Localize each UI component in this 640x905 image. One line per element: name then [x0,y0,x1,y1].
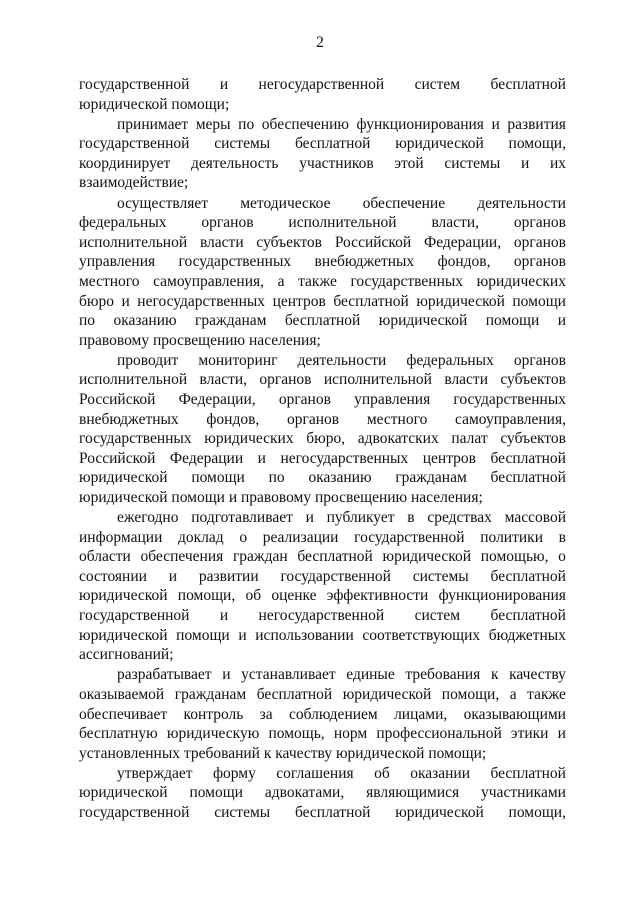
paragraph [79,75,566,114]
text-line: юридической помощи и использовании соответствующих бюджетных [79,626,566,644]
text-line: проводит мониторинг деятельности федеральных органов [117,351,566,369]
paragraph [79,194,566,351]
text-line: утверждает форму соглашения об оказании бесплатной [117,764,566,782]
text-line: координирует деятельность участников этой системы и их [79,154,566,172]
text-line: государственных юридических бюро, адвокатских палат субъектов [79,430,566,448]
paragraph [79,115,566,193]
text-line: области обеспечения граждан бесплатной юридической помощью, о [79,548,566,566]
text-line: разрабатывает и устанавливает единые требования к качеству [117,666,566,684]
text-line: ассигнований; [79,646,174,664]
paragraph [79,508,566,665]
text-line: принимает меры по обеспечению функционирования и развития [117,115,566,133]
text-line: юридической помощи адвокатами, являющимися участниками [79,784,566,802]
text-line: Российской Федерации, органов управления государственных [79,391,566,408]
text-line: состоянии и развитии государственной системы бесплатной [79,567,566,585]
text-line: по оказанию гражданам бесплатной юридической помощи и [79,312,566,330]
page-number: 2 [316,34,324,51]
text-line: юридической помощи, об оценке эффективности функционирования [79,587,566,605]
text-line: исполнительной власти субъектов Российской Федерации, органов [79,233,566,251]
text-line: внебюджетных фондов, органов местного самоуправления, [79,410,566,428]
text-line: исполнительной власти, органов исполнительной власти субъектов [79,371,566,389]
text-line: установленных требований к качеству юридической помощи; [79,744,487,762]
paragraph [79,351,566,508]
text-line: осуществляет методическое обеспечение деятельности [117,194,566,212]
text-line: юридической помощи; [79,95,230,113]
text-line: управления государственных внебюджетных фондов, органов [79,253,566,271]
text-line: юридической помощи по оказанию гражданам бесплатной [79,469,566,487]
text-line: правовому просвещению населения; [79,331,321,349]
text-line: федеральных органов исполнительной власти, органов [79,214,566,232]
text-line: государственной и негосударственной систем бесплатной [79,76,566,93]
text-line: местного самоуправления, а также государственных юридических [79,272,566,290]
text-line: ежегодно подготавливает и публикует в средствах массовой [117,509,566,527]
text-line: бюро и негосударственных центров бесплатной юридической помощи [79,292,566,310]
text-line: оказываемой гражданам бесплатной юридической помощи, а также [79,685,566,703]
text-line: бесплатную юридическую помощь, норм профессиональной этики и [79,725,566,743]
text-line: взаимодействие; [79,174,189,192]
text-line: государственной системы бесплатной юридической помощи, [79,803,566,821]
paragraph [79,764,566,823]
text-line: обеспечивает контроль за соблюдением лицами, оказывающими [79,705,566,723]
text-line: государственной и негосударственной систем бесплатной [79,607,566,625]
text-line: информации доклад о реализации государственной политики в [79,528,566,546]
text-line: Российской Федерации и негосударственных центров бесплатной [79,449,566,467]
text-line: государственной системы бесплатной юридической помощи, [79,135,566,153]
text-line: юридической помощи и правовому просвещению населения; [79,488,483,506]
document-body [79,75,566,823]
paragraph [79,665,566,763]
